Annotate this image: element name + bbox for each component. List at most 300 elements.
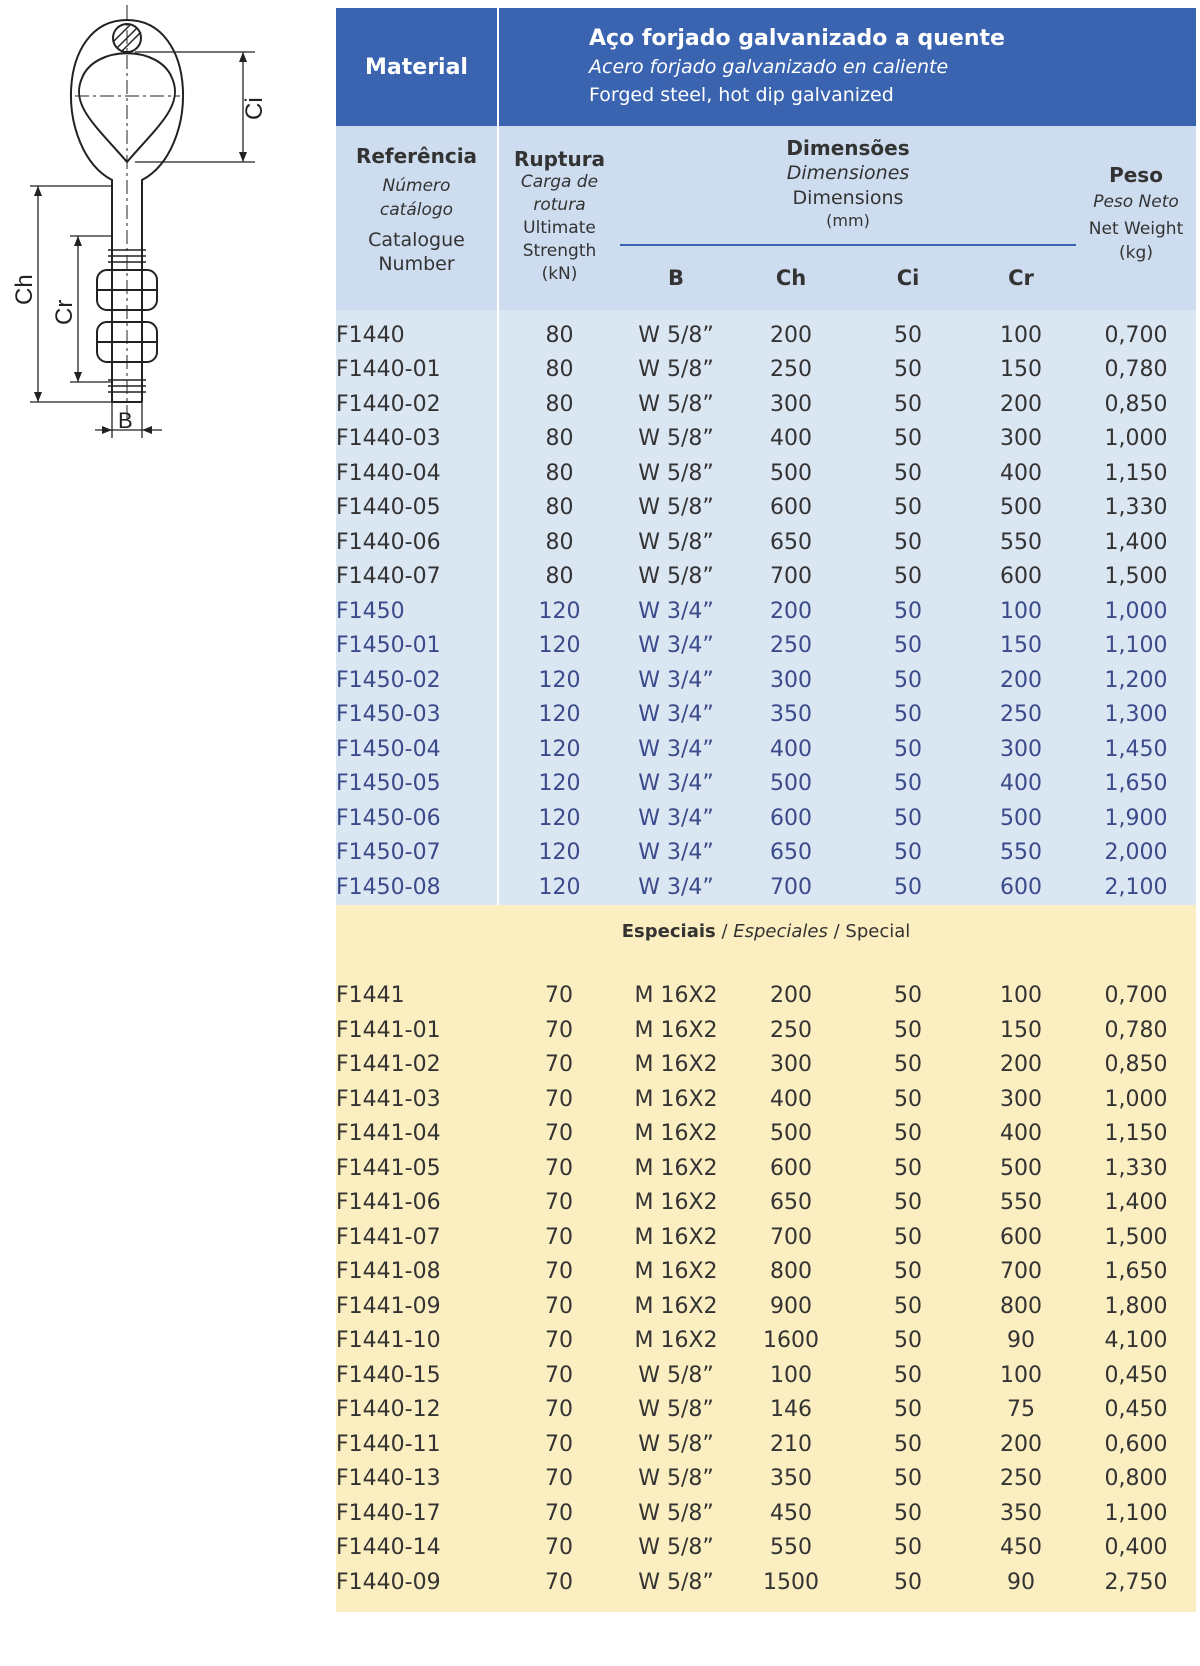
cell-b: W 3/4” <box>620 698 732 733</box>
cell-rupture: 70 <box>498 1082 620 1117</box>
cell-ci: 50 <box>850 836 966 871</box>
cell-b: M 16X2 <box>620 1255 732 1290</box>
cell-ci: 50 <box>850 1496 966 1531</box>
cell-ch: 200 <box>732 318 850 353</box>
cell-cr: 400 <box>966 456 1076 491</box>
cell-reference: F1440-05 <box>336 491 498 526</box>
table-row <box>336 1324 1196 1359</box>
cell-reference: F1450-01 <box>336 629 498 664</box>
table-row <box>336 1255 1196 1290</box>
col-b-header: B <box>620 245 732 310</box>
cell-weight: 1,330 <box>1076 491 1196 526</box>
cell-reference: F1441-08 <box>336 1255 498 1290</box>
cell-b: W 5/8” <box>620 422 732 457</box>
cell-rupture: 70 <box>498 1117 620 1152</box>
cell-cr: 200 <box>966 1048 1076 1083</box>
cell-ci: 50 <box>850 1082 966 1117</box>
cell-cr: 250 <box>966 698 1076 733</box>
cell-b: M 16X2 <box>620 1013 732 1048</box>
peso-unit: (kg) <box>1119 243 1153 263</box>
cell-rupture: 70 <box>498 1462 620 1497</box>
cell-b: W 5/8” <box>620 525 732 560</box>
cell-rupture: 70 <box>498 1289 620 1324</box>
cell-b: W 3/4” <box>620 594 732 629</box>
special-section <box>336 905 1196 979</box>
cell-weight: 1,300 <box>1076 698 1196 733</box>
cell-rupture: 120 <box>498 594 620 629</box>
cell-rupture: 70 <box>498 1358 620 1393</box>
cell-rupture: 80 <box>498 422 620 457</box>
cell-ch: 200 <box>732 979 850 1014</box>
cell-weight: 0,800 <box>1076 1462 1196 1497</box>
cell-ci: 50 <box>850 979 966 1014</box>
cell-ch: 100 <box>732 1358 850 1393</box>
cell-weight: 1,400 <box>1076 1186 1196 1221</box>
cell-ch: 600 <box>732 801 850 836</box>
cell-b: W 5/8” <box>620 1427 732 1462</box>
cell-ci: 50 <box>850 1186 966 1221</box>
cell-reference: F1441-10 <box>336 1324 498 1359</box>
cell-reference: F1441 <box>336 979 498 1014</box>
cell-weight: 1,000 <box>1076 1082 1196 1117</box>
ref-es-2: catálogo <box>379 200 454 220</box>
cell-weight: 2,750 <box>1076 1565 1196 1600</box>
table-row <box>336 318 1196 353</box>
cell-weight: 1,330 <box>1076 1151 1196 1186</box>
cell-cr: 700 <box>966 1255 1076 1290</box>
cell-ci: 50 <box>850 387 966 422</box>
cell-reference: F1450-06 <box>336 801 498 836</box>
cell-reference: F1440-17 <box>336 1496 498 1531</box>
cell-rupture: 120 <box>498 732 620 767</box>
cell-weight: 4,100 <box>1076 1324 1196 1359</box>
ref-es-1: Número <box>382 176 451 196</box>
cell-b: W 3/4” <box>620 767 732 802</box>
cell-ch: 250 <box>732 353 850 388</box>
cell-reference: F1441-04 <box>336 1117 498 1152</box>
cell-ch: 400 <box>732 422 850 457</box>
cell-cr: 100 <box>966 1358 1076 1393</box>
cell-rupture: 70 <box>498 1151 620 1186</box>
cell-ch: 250 <box>732 629 850 664</box>
cell-ci: 50 <box>850 1393 966 1428</box>
table-row <box>336 1220 1196 1255</box>
table-row <box>336 1117 1196 1152</box>
table-row <box>336 1393 1196 1428</box>
cell-cr: 300 <box>966 732 1076 767</box>
cell-ch: 600 <box>732 1151 850 1186</box>
special-label-row <box>336 905 1196 979</box>
material-pt: Aço forjado galvanizado a quente <box>589 26 1005 51</box>
cell-weight: 1,450 <box>1076 732 1196 767</box>
table-row <box>336 801 1196 836</box>
cell-reference: F1441-07 <box>336 1220 498 1255</box>
cell-b: W 5/8” <box>620 1496 732 1531</box>
cell-cr: 150 <box>966 1013 1076 1048</box>
table-row <box>336 1565 1196 1600</box>
cell-ci: 50 <box>850 1013 966 1048</box>
cell-cr: 300 <box>966 1082 1076 1117</box>
cell-ch: 146 <box>732 1393 850 1428</box>
cell-rupture: 80 <box>498 456 620 491</box>
cell-cr: 100 <box>966 318 1076 353</box>
cell-rupture: 120 <box>498 698 620 733</box>
cell-b: M 16X2 <box>620 1186 732 1221</box>
cell-ch: 700 <box>732 560 850 595</box>
cell-ch: 800 <box>732 1255 850 1290</box>
cell-reference: F1450-04 <box>336 732 498 767</box>
cell-cr: 600 <box>966 1220 1076 1255</box>
cell-reference: F1440-12 <box>336 1393 498 1428</box>
cell-ch: 500 <box>732 456 850 491</box>
cell-ch: 300 <box>732 387 850 422</box>
cell-weight: 0,700 <box>1076 318 1196 353</box>
cell-reference: F1441-06 <box>336 1186 498 1221</box>
cell-reference: F1440-01 <box>336 353 498 388</box>
ref-en-1: Catalogue <box>368 229 465 251</box>
col-ci-header: Ci <box>850 245 966 310</box>
cell-ci: 50 <box>850 1255 966 1290</box>
cell-weight: 1,100 <box>1076 629 1196 664</box>
reference-header <box>336 126 498 310</box>
cell-reference: F1450-03 <box>336 698 498 733</box>
table-row <box>336 663 1196 698</box>
cell-ch: 550 <box>732 1531 850 1566</box>
dim-es: Dimensiones <box>786 162 910 184</box>
cell-reference: F1450-05 <box>336 767 498 802</box>
special-pt: Especiais <box>621 920 716 942</box>
cell-b: W 5/8” <box>620 560 732 595</box>
cell-cr: 150 <box>966 353 1076 388</box>
table-row <box>336 560 1196 595</box>
cell-ci: 50 <box>850 353 966 388</box>
cell-b: M 16X2 <box>620 979 732 1014</box>
table-row <box>336 979 1196 1014</box>
cell-reference: F1440-13 <box>336 1462 498 1497</box>
cell-cr: 600 <box>966 560 1076 595</box>
cell-b: W 5/8” <box>620 456 732 491</box>
cell-ci: 50 <box>850 1427 966 1462</box>
cell-b: W 5/8” <box>620 1565 732 1600</box>
table-row <box>336 1289 1196 1324</box>
cell-reference: F1440-02 <box>336 387 498 422</box>
cell-b: M 16X2 <box>620 1151 732 1186</box>
cell-weight: 1,150 <box>1076 456 1196 491</box>
cell-weight: 1,000 <box>1076 594 1196 629</box>
header-spacer <box>336 310 1196 318</box>
cell-b: M 16X2 <box>620 1048 732 1083</box>
cell-weight: 1,100 <box>1076 1496 1196 1531</box>
cell-reference: F1450-07 <box>336 836 498 871</box>
cell-b: M 16X2 <box>620 1220 732 1255</box>
table-row <box>336 594 1196 629</box>
cell-rupture: 80 <box>498 353 620 388</box>
cell-reference: F1441-02 <box>336 1048 498 1083</box>
cell-rupture: 70 <box>498 1013 620 1048</box>
cell-rupture: 120 <box>498 767 620 802</box>
cell-ci: 50 <box>850 1151 966 1186</box>
cell-rupture: 80 <box>498 560 620 595</box>
cell-cr: 100 <box>966 979 1076 1014</box>
cell-cr: 550 <box>966 836 1076 871</box>
cell-cr: 75 <box>966 1393 1076 1428</box>
cell-rupture: 120 <box>498 629 620 664</box>
special-sep-2: / <box>827 920 846 942</box>
cell-reference: F1440 <box>336 318 498 353</box>
table-row <box>336 732 1196 767</box>
cell-cr: 400 <box>966 1117 1076 1152</box>
cell-weight: 1,650 <box>1076 1255 1196 1290</box>
cell-cr: 200 <box>966 387 1076 422</box>
cell-rupture: 70 <box>498 1393 620 1428</box>
cell-ci: 50 <box>850 1358 966 1393</box>
peso-en: Net Weight <box>1088 219 1184 239</box>
special-rows <box>336 979 1196 1600</box>
table-row <box>336 1462 1196 1497</box>
cell-b: W 3/4” <box>620 629 732 664</box>
cell-ch: 300 <box>732 1048 850 1083</box>
cell-ci: 50 <box>850 456 966 491</box>
cell-ci: 50 <box>850 1565 966 1600</box>
cell-cr: 800 <box>966 1289 1076 1324</box>
rup-unit: (kN) <box>541 264 578 284</box>
cell-b: W 3/4” <box>620 732 732 767</box>
cell-rupture: 70 <box>498 1531 620 1566</box>
cell-ch: 650 <box>732 1186 850 1221</box>
table-row <box>336 1186 1196 1221</box>
rup-es-2: rotura <box>533 195 586 215</box>
rup-pt: Ruptura <box>513 147 606 171</box>
cell-ci: 50 <box>850 491 966 526</box>
cell-ci: 50 <box>850 422 966 457</box>
table-row <box>336 456 1196 491</box>
cell-rupture: 70 <box>498 979 620 1014</box>
material-header-row <box>336 8 1196 126</box>
cell-ci: 50 <box>850 1324 966 1359</box>
cell-ci: 50 <box>850 1462 966 1497</box>
table-row <box>336 422 1196 457</box>
cell-b: W 5/8” <box>620 1531 732 1566</box>
col-ch-header: Ch <box>732 245 850 310</box>
peso-es: Peso Neto <box>1093 192 1179 212</box>
cell-rupture: 70 <box>498 1427 620 1462</box>
table-row <box>336 1048 1196 1083</box>
eye-bolt-diagram <box>0 0 330 470</box>
cell-reference: F1440-06 <box>336 525 498 560</box>
cell-weight: 0,850 <box>1076 387 1196 422</box>
cell-reference: F1450-02 <box>336 663 498 698</box>
cell-ch: 900 <box>732 1289 850 1324</box>
cell-ch: 250 <box>732 1013 850 1048</box>
material-label: Material <box>336 8 498 126</box>
material-description <box>498 8 1196 126</box>
cell-reference: F1440-15 <box>336 1358 498 1393</box>
cell-b: W 3/4” <box>620 801 732 836</box>
cell-weight: 0,400 <box>1076 1531 1196 1566</box>
cell-ch: 200 <box>732 594 850 629</box>
specification-table <box>336 8 1196 1612</box>
cell-weight: 1,150 <box>1076 1117 1196 1152</box>
dim-unit: (mm) <box>826 211 870 230</box>
rupture-header <box>498 126 620 310</box>
cell-ci: 50 <box>850 1048 966 1083</box>
table-row <box>336 1427 1196 1462</box>
cell-reference: F1440-04 <box>336 456 498 491</box>
cell-weight: 0,780 <box>1076 353 1196 388</box>
weight-header <box>1076 126 1196 310</box>
cell-weight: 1,000 <box>1076 422 1196 457</box>
cell-ch: 500 <box>732 767 850 802</box>
cell-b: W 3/4” <box>620 836 732 871</box>
cell-ch: 450 <box>732 1496 850 1531</box>
cell-cr: 90 <box>966 1324 1076 1359</box>
cell-weight: 1,500 <box>1076 1220 1196 1255</box>
dim-en: Dimensions <box>792 187 904 209</box>
ref-pt: Referência <box>355 144 478 168</box>
cell-b: W 5/8” <box>620 387 732 422</box>
cell-cr: 150 <box>966 629 1076 664</box>
dimensions-header <box>620 126 1076 245</box>
cell-ch: 210 <box>732 1427 850 1462</box>
cell-reference: F1440-11 <box>336 1427 498 1462</box>
cell-ci: 50 <box>850 1220 966 1255</box>
cell-cr: 500 <box>966 491 1076 526</box>
cell-cr: 300 <box>966 422 1076 457</box>
cell-cr: 400 <box>966 767 1076 802</box>
cell-reference: F1441-01 <box>336 1013 498 1048</box>
cell-rupture: 80 <box>498 387 620 422</box>
cell-cr: 250 <box>966 1462 1076 1497</box>
cell-rupture: 120 <box>498 801 620 836</box>
cell-weight: 0,600 <box>1076 1427 1196 1462</box>
table-row <box>336 387 1196 422</box>
cell-weight: 0,450 <box>1076 1358 1196 1393</box>
cell-b: M 16X2 <box>620 1117 732 1152</box>
cell-b: W 5/8” <box>620 1358 732 1393</box>
cell-ch: 600 <box>732 491 850 526</box>
table-row <box>336 1358 1196 1393</box>
rup-en-2: Strength <box>522 241 597 261</box>
cell-b: W 3/4” <box>620 663 732 698</box>
table-row <box>336 1151 1196 1186</box>
cell-weight: 1,400 <box>1076 525 1196 560</box>
table-row <box>336 698 1196 733</box>
cell-cr: 200 <box>966 1427 1076 1462</box>
cell-ch: 1600 <box>732 1324 850 1359</box>
cell-ch: 500 <box>732 1117 850 1152</box>
cell-b: W 5/8” <box>620 318 732 353</box>
cell-reference: F1440-03 <box>336 422 498 457</box>
cell-b: W 5/8” <box>620 1462 732 1497</box>
cell-ci: 50 <box>850 560 966 595</box>
cell-ci: 50 <box>850 1531 966 1566</box>
cell-reference: F1440-09 <box>336 1565 498 1600</box>
cell-rupture: 70 <box>498 1048 620 1083</box>
cell-ch: 300 <box>732 663 850 698</box>
cell-rupture: 70 <box>498 1324 620 1359</box>
table-row <box>336 1531 1196 1566</box>
special-label <box>336 905 1196 979</box>
cell-ch: 650 <box>732 836 850 871</box>
cr-label: Cr <box>51 299 78 325</box>
cell-ch: 400 <box>732 732 850 767</box>
ch-label: Ch <box>11 274 38 305</box>
column-header-row <box>336 126 1196 245</box>
cell-weight: 1,650 <box>1076 767 1196 802</box>
cell-ci: 50 <box>850 870 966 905</box>
cell-b: W 5/8” <box>620 353 732 388</box>
cell-rupture: 80 <box>498 318 620 353</box>
table-row <box>336 629 1196 664</box>
material-en: Forged steel, hot dip galvanized <box>589 84 894 106</box>
cell-ci: 50 <box>850 1117 966 1152</box>
cell-weight: 2,000 <box>1076 836 1196 871</box>
cell-ch: 400 <box>732 1082 850 1117</box>
cell-reference: F1450 <box>336 594 498 629</box>
standard-rows <box>336 318 1196 905</box>
cell-rupture: 80 <box>498 491 620 526</box>
cell-ci: 50 <box>850 663 966 698</box>
cell-ci: 50 <box>850 594 966 629</box>
cell-reference: F1450-08 <box>336 870 498 905</box>
cell-weight: 1,800 <box>1076 1289 1196 1324</box>
cell-reference: F1441-03 <box>336 1082 498 1117</box>
cell-weight: 1,900 <box>1076 801 1196 836</box>
cell-cr: 500 <box>966 1151 1076 1186</box>
table-row <box>336 1013 1196 1048</box>
rup-es-1: Carga de <box>520 172 599 192</box>
col-cr-header: Cr <box>966 245 1076 310</box>
cell-rupture: 70 <box>498 1186 620 1221</box>
cell-weight: 0,450 <box>1076 1393 1196 1428</box>
table-row <box>336 870 1196 905</box>
cell-ci: 50 <box>850 318 966 353</box>
rup-en-1: Ultimate <box>523 218 596 238</box>
cell-b: M 16X2 <box>620 1324 732 1359</box>
cell-rupture: 70 <box>498 1220 620 1255</box>
dim-pt: Dimensões <box>786 136 910 160</box>
cell-ci: 50 <box>850 732 966 767</box>
cell-ch: 650 <box>732 525 850 560</box>
cell-cr: 350 <box>966 1496 1076 1531</box>
table-row <box>336 491 1196 526</box>
cell-ch: 350 <box>732 1462 850 1497</box>
cell-reference: F1441-09 <box>336 1289 498 1324</box>
cell-cr: 450 <box>966 1531 1076 1566</box>
cell-rupture: 70 <box>498 1496 620 1531</box>
special-es: Especiales <box>733 920 828 942</box>
cell-cr: 100 <box>966 594 1076 629</box>
cell-cr: 550 <box>966 1186 1076 1221</box>
cell-cr: 200 <box>966 663 1076 698</box>
cell-cr: 500 <box>966 801 1076 836</box>
cell-b: W 5/8” <box>620 1393 732 1428</box>
cell-weight: 0,850 <box>1076 1048 1196 1083</box>
material-es: Acero forjado galvanizado en caliente <box>589 56 949 78</box>
cell-ch: 1500 <box>732 1565 850 1600</box>
cell-ci: 50 <box>850 629 966 664</box>
cell-b: M 16X2 <box>620 1082 732 1117</box>
cell-ch: 700 <box>732 1220 850 1255</box>
cell-reference: F1440-14 <box>336 1531 498 1566</box>
cell-b: W 3/4” <box>620 870 732 905</box>
table-row <box>336 1082 1196 1117</box>
table-row <box>336 836 1196 871</box>
cell-weight: 1,200 <box>1076 663 1196 698</box>
cell-cr: 90 <box>966 1565 1076 1600</box>
cell-cr: 600 <box>966 870 1076 905</box>
table-row <box>336 353 1196 388</box>
